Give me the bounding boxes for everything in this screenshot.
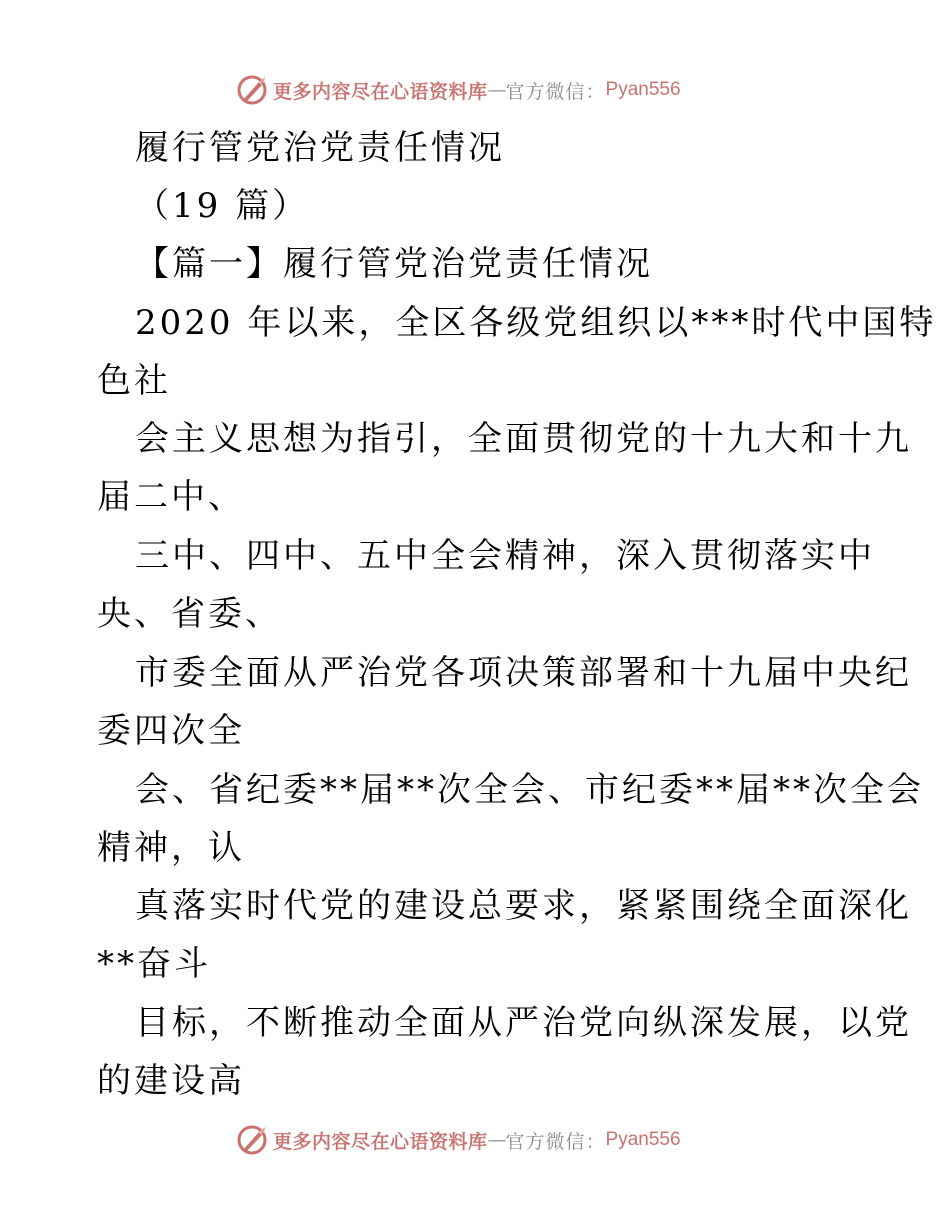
document-title: 履行管党治党责任情况 [135,128,505,168]
quill-logo-icon [235,73,269,107]
banner-wechat-label: 官方微信： [505,80,606,103]
banner-wechat-id: Pyan556 [605,79,681,100]
footer-banner [235,1120,681,1160]
paragraph-line: 三中、四中、五中全会精神，深入贯彻落实中 [135,536,875,576]
paragraph-line: 届二中、 [97,477,245,517]
paragraph-line: 目标，不断推动全面从严治党向纵深发展，以党 [135,1003,912,1043]
paragraph-line: 精神，认 [97,828,245,868]
document-count: （19 篇） [135,186,310,226]
banner-dash: — [487,1129,506,1151]
paragraph-line: 会主义思想为指引，全面贯彻党的十九大和十九 [135,419,912,459]
banner-dash: — [487,79,506,101]
paragraph-line: 央、省委、 [97,594,282,634]
banner-wechat-id: Pyan556 [605,1129,681,1150]
paragraph-line: 2020 年以来，全区各级党组织以***时代中国特 [135,303,937,343]
paragraph-line: 委四次全 [97,711,245,751]
paragraph-line: **奋斗 [97,944,211,984]
paragraph-line: 市委全面从严治党各项决策部署和十九届中央纪 [135,653,912,693]
paragraph-line: 真落实时代党的建设总要求，紧紧围绕全面深化 [135,886,912,926]
paragraph-line: 的建设高 [97,1061,245,1101]
banner-text: 更多内容尽在心语资料库 [273,1130,488,1153]
banner-wechat-label: 官方微信： [505,1130,606,1153]
header-banner [235,70,681,110]
section-heading: 【篇一】履行管党治党责任情况 [135,244,653,284]
banner-text: 更多内容尽在心语资料库 [273,80,488,103]
paragraph-line: 色社 [97,361,171,401]
paragraph-line: 会、省纪委**届**次全会、市纪委**届**次全会 [135,770,924,810]
quill-logo-icon [235,1123,269,1157]
